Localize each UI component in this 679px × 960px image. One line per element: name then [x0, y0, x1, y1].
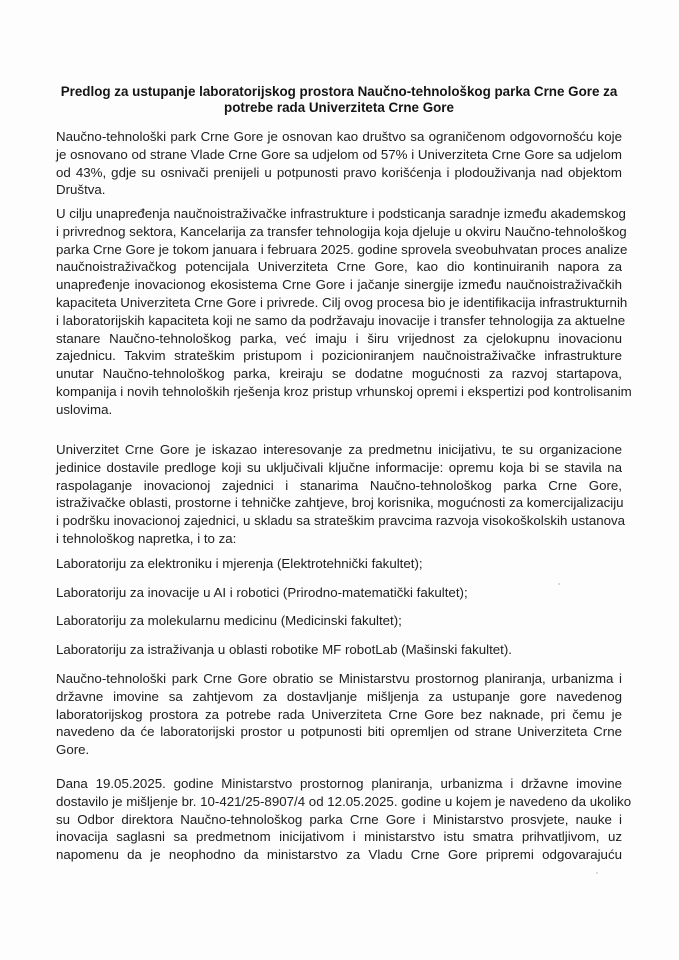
text-line: je osnovano od strane Vlade Crne Gore sa udjelom od 57% i Univerziteta Crne Gore sa udjelom — [56, 146, 622, 162]
title-line: potrebe rada Univerziteta Crne Gore — [224, 99, 454, 115]
text-line: i laboratorijskih kapaciteta koji ne samo da podržavaju inovacije i transfer tehnologija za aktuelne — [56, 312, 626, 328]
text-line: jedinice dostavile predloge koji su uključivali ključne informacije: opremu koja bi se stavila na — [56, 459, 622, 475]
text-line: naučnoistraživačkog potencijala Univerziteta Crne Gore, kao dio kontinuiranih napora za — [56, 259, 622, 275]
text-line: navedeno da će laboratorijski prostor u potpunosti biti opremljen od strane Univerziteta Crne — [56, 724, 622, 740]
text-line: i podršku inovacionoj zajednici, u skladu sa strateškim pravcima razvoja visokoškolskih ustanova — [56, 513, 626, 529]
text-line: i tehnološkog napretka, i to za: — [56, 530, 237, 546]
text-line: unapređenje inovacionog ekosistema Crne Gore i jačanje sinergije između naučnoistraživačkih — [56, 277, 622, 293]
title-line: Predlog za ustupanje laboratorijskog prostora Naučno-tehnološkog parka Crne Gore za — [60, 84, 618, 99]
text-line: kapaciteta Univerziteta Crne Gore i privrede. Cilj ovog procesa bio je identifikacija infrastrukturnih — [56, 294, 628, 310]
text-line: inovacija saglasni sa predmetnom inicijativom i ministarstvo istu smatra prihvatljivom, uz — [56, 829, 622, 845]
text-line: su Odbor direktora Naučno-tehnološkog parka Crne Gore i Ministarstvo prosvjete, nauke i — [56, 811, 622, 827]
paragraph-analysis — [56, 205, 632, 419]
lab-item-electronics: Laboratoriju za elektroniku i mjerenja (Elektrotehnički fakultet); — [56, 556, 423, 571]
text-line: i privrednog sektora, Kancelarija za transfer tehnologija koja djeluje u okviru Naučno-tehnološkog — [56, 223, 627, 239]
paragraph-ministry-opinion — [56, 775, 632, 864]
text-line: raspolaganje inovacionoj zajednici i stanarima Naučno-tehnološkog parka Crne Gore, — [56, 477, 622, 493]
text-line: U cilju unapređenja naučnoistraživačke infrastrukture i podsticanja saradnje između akademskog — [56, 206, 626, 221]
text-line: Dana 19.05.2025. godine Ministarstvo prostornog planiranja, urbanizma i državne imovine — [56, 776, 622, 791]
text-line: Naučno-tehnološki park Crne Gore je osnovan kao društvo sa ograničenom odgovornošću koje — [56, 129, 622, 144]
scan-artifact — [596, 872, 598, 874]
paragraph-university-interest — [56, 441, 626, 548]
text-line: kompanija i novih tehnoloških rješenja kroz pristup vrhunskoj opremi i ekspertizi pod kontrolisanim — [56, 383, 632, 399]
text-line: Društva. — [56, 182, 106, 198]
text-line: laboratorijskog prostora za potrebe rada Univerziteta Crne Gore bez naknade, pri čemu je — [56, 706, 622, 722]
lab-item-ai-robotics: Laboratoriju za inovacije u AI i robotici (Prirodno-matematički fakultet); — [56, 585, 468, 600]
text-line: državne imovine sa zahtjevom za dostavljanje mišljenja za ustupanje gore navedenog — [56, 688, 622, 704]
document-title — [56, 84, 622, 115]
text-line: parka Crne Gore je tokom januara i februara 2025. godine sprovela sveobuhvatan proces analize — [56, 241, 628, 257]
text-line: Gore. — [56, 742, 90, 758]
lab-item-robotlab: Laboratoriju za istraživanja u oblasti robotike MF robotLab (Mašinski fakultet). — [56, 642, 512, 657]
text-line: od 43%, gdje su osnivači prenijeli u potpunosti pravo korišćenja i plodouživanja nad objektom — [56, 164, 622, 180]
scan-artifact — [558, 583, 560, 585]
lab-item-molecular-medicine: Laboratoriju za molekularnu medicinu (Medicinski fakultet); — [56, 613, 402, 628]
text-line: Univerzitet Crne Gore je iskazao interesovanje za predmetnu inicijativu, te su organizacione — [56, 442, 622, 457]
text-line: Naučno-tehnološki park Crne Gore obratio se Ministarstvu prostornog planiranja, urbanizma i — [56, 671, 622, 686]
text-line: uslovima. — [56, 401, 113, 417]
paragraph-ministry-request — [56, 670, 622, 759]
text-line: dostavilo je mišljenje br. 10-421/25-8907/4 od 12.05.2025. godine u kojem je navedeno da ukoliko — [56, 793, 632, 809]
text-line: unutar Naučno-tehnološkog parka, kreiraju se dodatne mogućnosti za razvoj startapova, — [56, 366, 622, 382]
text-line: napomenu da je neophodno da ministarstvo za Vladu Crne Gore pripremi odgovarajuću — [56, 847, 622, 863]
text-line: zajednicu. Takvim strateškim pristupom i pozicioniranjem naučnoistraživačke infrastrukture — [56, 348, 622, 364]
paragraph-founding — [56, 128, 622, 199]
text-line: stanare Naučno-tehnološkog parka, već imaju i širu vrijednost za cjelokupnu inovacionu — [56, 330, 622, 346]
text-line: istraživačke oblasti, prostorne i tehničke zahtjeve, broj korisnika, mogućnosti za komercijalizaciju — [56, 495, 624, 511]
